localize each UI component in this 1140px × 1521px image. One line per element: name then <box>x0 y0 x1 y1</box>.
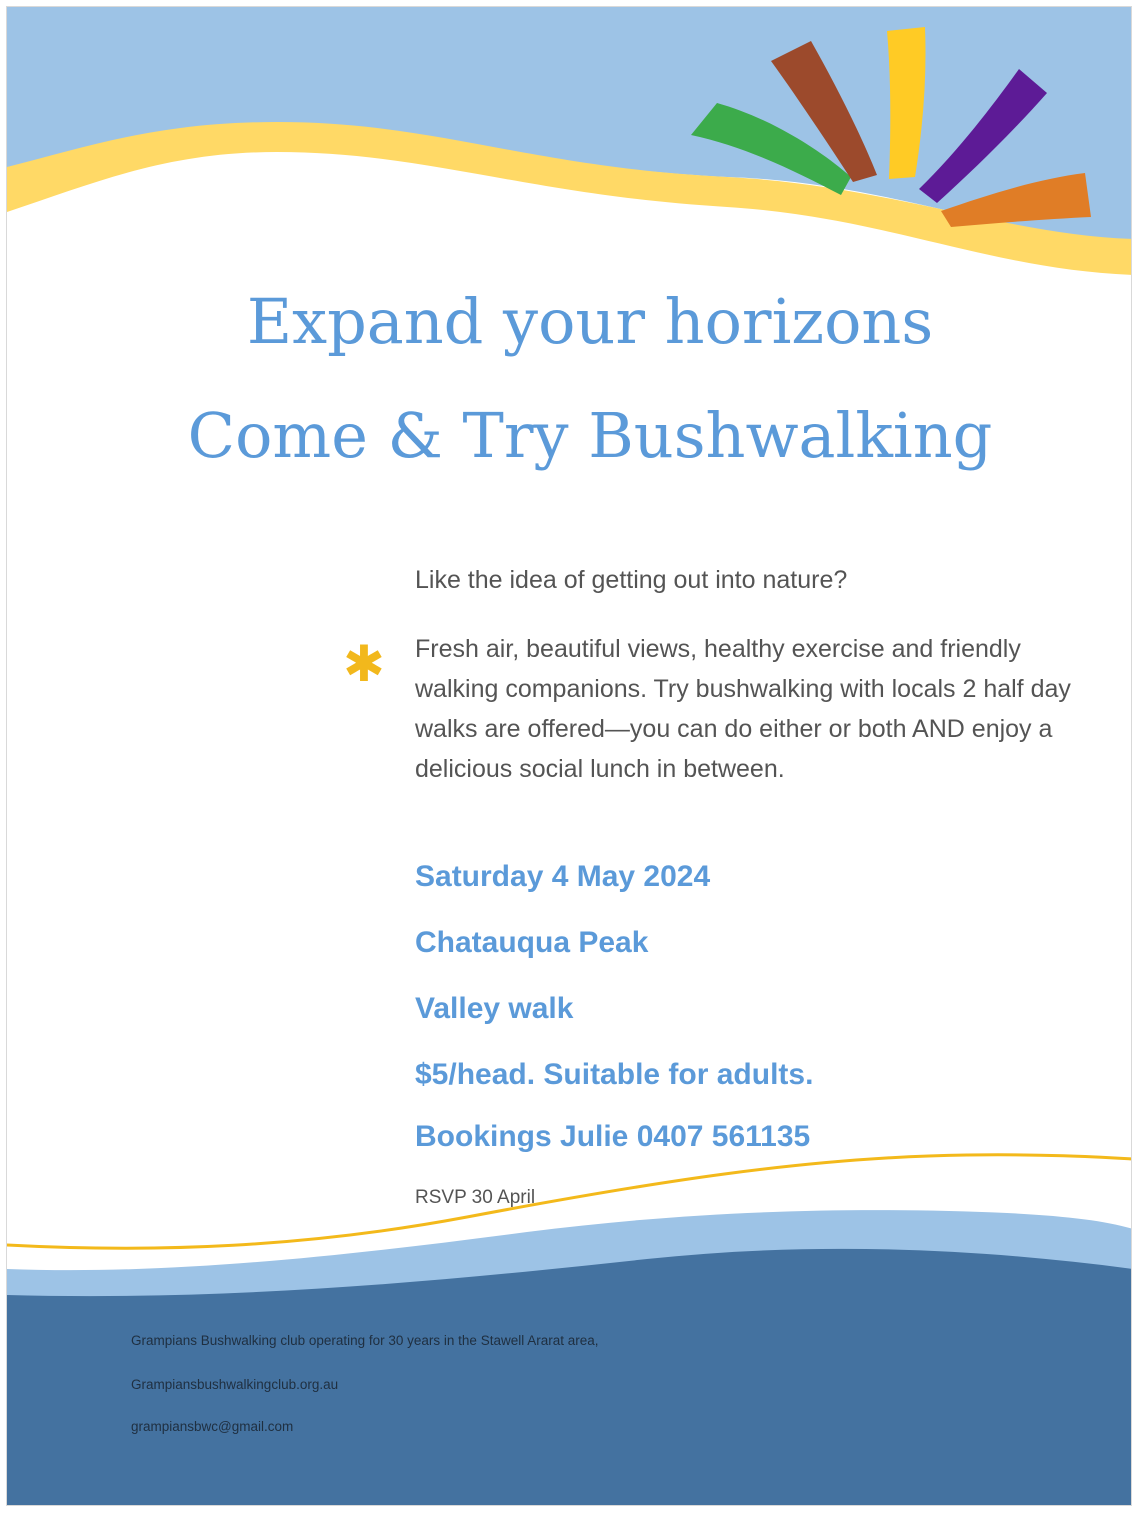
headline-line-1: Expand your horizons <box>246 285 934 358</box>
price-info: $5/head. Suitable for adults. <box>415 1058 814 1091</box>
rsvp-date: RSVP 30 April <box>415 1187 536 1208</box>
headline-line-2: Come & Try Bushwalking <box>187 399 993 472</box>
intro-text: Like the idea of getting out into nature? <box>415 566 848 594</box>
footer-email: grampiansbwc@gmail.com <box>131 1419 294 1434</box>
intro-block <box>415 562 1105 598</box>
flyer-page <box>6 6 1132 1506</box>
footer-website: Grampiansbushwalkingclub.org.au <box>131 1377 339 1392</box>
walk-one: Chatauqua Peak <box>415 926 649 959</box>
event-date: Saturday 4 May 2024 <box>415 860 711 893</box>
walk-two: Valley walk <box>415 992 574 1025</box>
asterisk-icon: ✱ <box>343 635 385 693</box>
footer-club-text: Grampians Bushwalking club operating for 30 years in the Stawell Ararat area, <box>131 1333 599 1348</box>
bookings-info: Bookings Julie 0407 561135 <box>415 1120 811 1153</box>
description-text: Fresh air, beautiful views, healthy exercise and friendly walking companions. Try bushwalking with locals 2 half day walks are offered—you can do either or both AND enjoy a delicious social lunch in between. <box>415 635 1071 783</box>
